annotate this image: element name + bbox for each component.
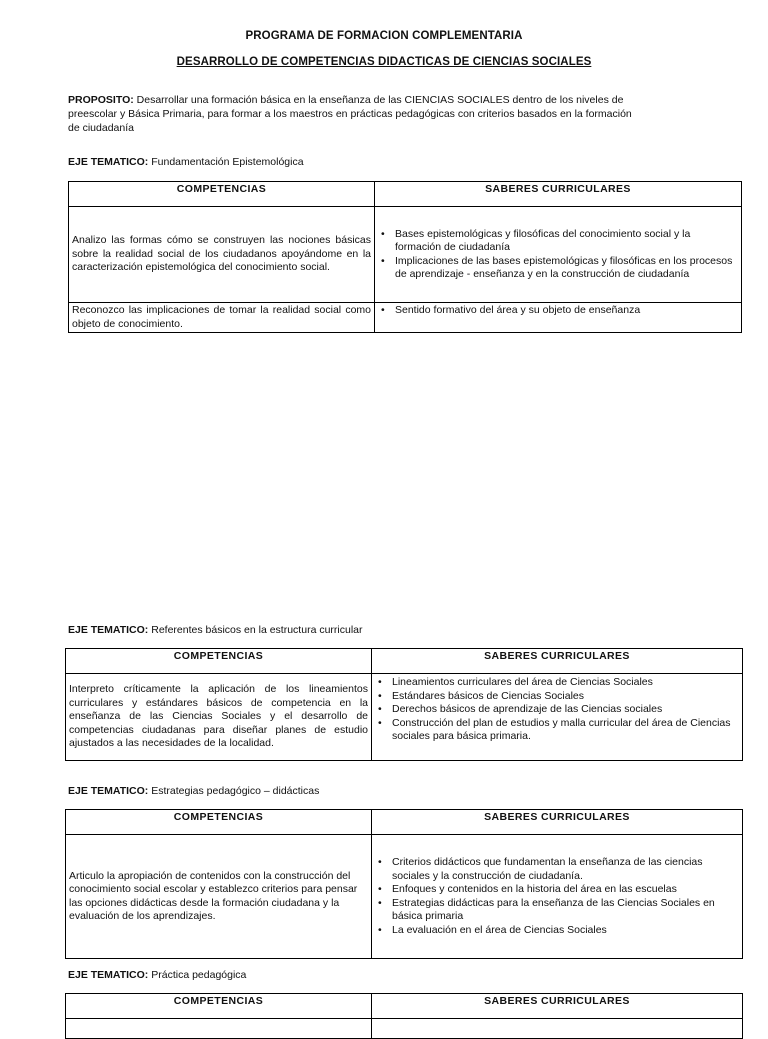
axis-label: EJE TEMATICO:	[68, 156, 149, 168]
axis-name: Práctica pedagógica	[151, 969, 247, 981]
competence-cell	[66, 1019, 372, 1039]
knowledge-item: • Criterios didácticos que fundamentan la enseñanza de las ciencias sociales y la construcción de ciudadanía.	[392, 856, 739, 883]
axis-heading-2	[68, 623, 363, 637]
header-competencias: COMPETENCIAS	[66, 810, 372, 835]
program-title: PROGRAMA DE FORMACION COMPLEMENTARIA	[245, 30, 523, 42]
competencies-table-4	[65, 993, 743, 1039]
knowledge-item: • Sentido formativo del área y su objeto de enseñanza	[395, 304, 738, 318]
knowledge-list	[378, 228, 738, 282]
competence-cell: Reconozco las implicaciones de tomar la realidad social como objeto de conocimiento.	[69, 303, 375, 333]
purpose-label: PROPOSITO:	[68, 94, 134, 106]
knowledge-cell	[375, 303, 742, 333]
purpose-line-3: de ciudadanía	[68, 122, 134, 134]
axis-name: Estrategias pedagógico – didácticas	[151, 785, 320, 797]
axis-heading-1	[68, 155, 304, 169]
header-competencias: COMPETENCIAS	[66, 994, 372, 1019]
header-saberes: SABERES CURRICULARES	[372, 649, 743, 674]
knowledge-cell	[375, 207, 742, 303]
header-competencias: COMPETENCIAS	[66, 649, 372, 674]
course-title	[0, 55, 768, 69]
purpose-line-1: Desarrollar una formación básica en la enseñanza de las CIENCIAS SOCIALES dentro de los niveles de	[133, 94, 624, 106]
axis-name: Fundamentación Epistemológica	[151, 156, 304, 168]
axis-label: EJE TEMATICO:	[68, 624, 149, 636]
purpose-line-2: preescolar y Básica Primaria, para formar a los maestros en prácticas pedagógicas con criterios basados en la formación	[68, 108, 632, 120]
knowledge-cell	[372, 835, 743, 959]
competence-cell: Articulo la apropiación de contenidos con la construcción del conocimiento social escolar y establezco criterios para pensar las opciones didácticas desde la formación ciudadana y la evaluación de los aprendizajes.	[66, 835, 372, 959]
axis-heading-4	[68, 968, 246, 982]
header-competencias: COMPETENCIAS	[69, 182, 375, 207]
knowledge-list	[375, 856, 739, 937]
competencies-table-2	[65, 648, 743, 761]
competence-cell: Analizo las formas cómo se construyen las nociones básicas sobre la realidad social de los ciudadanos apoyándome en la caracterización epistemológica del conocimiento social.	[69, 207, 375, 303]
knowledge-item: • Estándares básicos de Ciencias Sociales	[392, 690, 739, 704]
knowledge-item: • Enfoques y contenidos en la historia del área en las escuelas	[392, 883, 739, 897]
knowledge-list	[378, 304, 738, 318]
knowledge-list	[375, 676, 739, 744]
knowledge-cell	[372, 674, 743, 761]
knowledge-item: • Bases epistemológicas y filosóficas del conocimiento social y la formación de ciudadanía	[395, 228, 738, 255]
competencies-table-1	[68, 181, 742, 333]
competencies-table-3	[65, 809, 743, 959]
knowledge-item: • Estrategias didácticas para la enseñanza de las Ciencias Sociales en básica primaria	[392, 897, 739, 924]
header-saberes: SABERES CURRICULARES	[372, 810, 743, 835]
knowledge-item: • Construcción del plan de estudios y malla curricular del área de Ciencias sociales para básica primaria.	[392, 717, 739, 744]
knowledge-cell	[372, 1019, 743, 1039]
knowledge-item: • La evaluación en el área de Ciencias Sociales	[392, 924, 739, 938]
axis-heading-3	[68, 784, 319, 798]
knowledge-item: • Derechos básicos de aprendizaje de las Ciencias sociales	[392, 703, 739, 717]
header-saberes: SABERES CURRICULARES	[375, 182, 742, 207]
knowledge-item: • Lineamientos curriculares del área de Ciencias Sociales	[392, 676, 739, 690]
axis-label: EJE TEMATICO:	[68, 785, 149, 797]
course-title-text: DESARROLLO DE COMPETENCIAS DIDACTICAS DE CIENCIAS SOCIALES	[176, 56, 592, 68]
competence-cell: Interpreto críticamente la aplicación de los lineamientos curriculares y estándares básicos de competencia en la enseñanza de las Ciencias Sociales y el desarrollo de competencias ciudadanas para diseñar planes de estudio ajustados a las necesidades de la localidad.	[66, 674, 372, 761]
header-saberes: SABERES CURRICULARES	[372, 994, 743, 1019]
purpose-paragraph	[68, 93, 668, 135]
axis-name: Referentes básicos en la estructura curricular	[151, 624, 363, 636]
knowledge-item: • Implicaciones de las bases epistemológicas y filosóficas en los procesos de aprendizaje - enseñanza y en la construcción de ciudadanía	[395, 255, 738, 282]
axis-label: EJE TEMATICO:	[68, 969, 149, 981]
